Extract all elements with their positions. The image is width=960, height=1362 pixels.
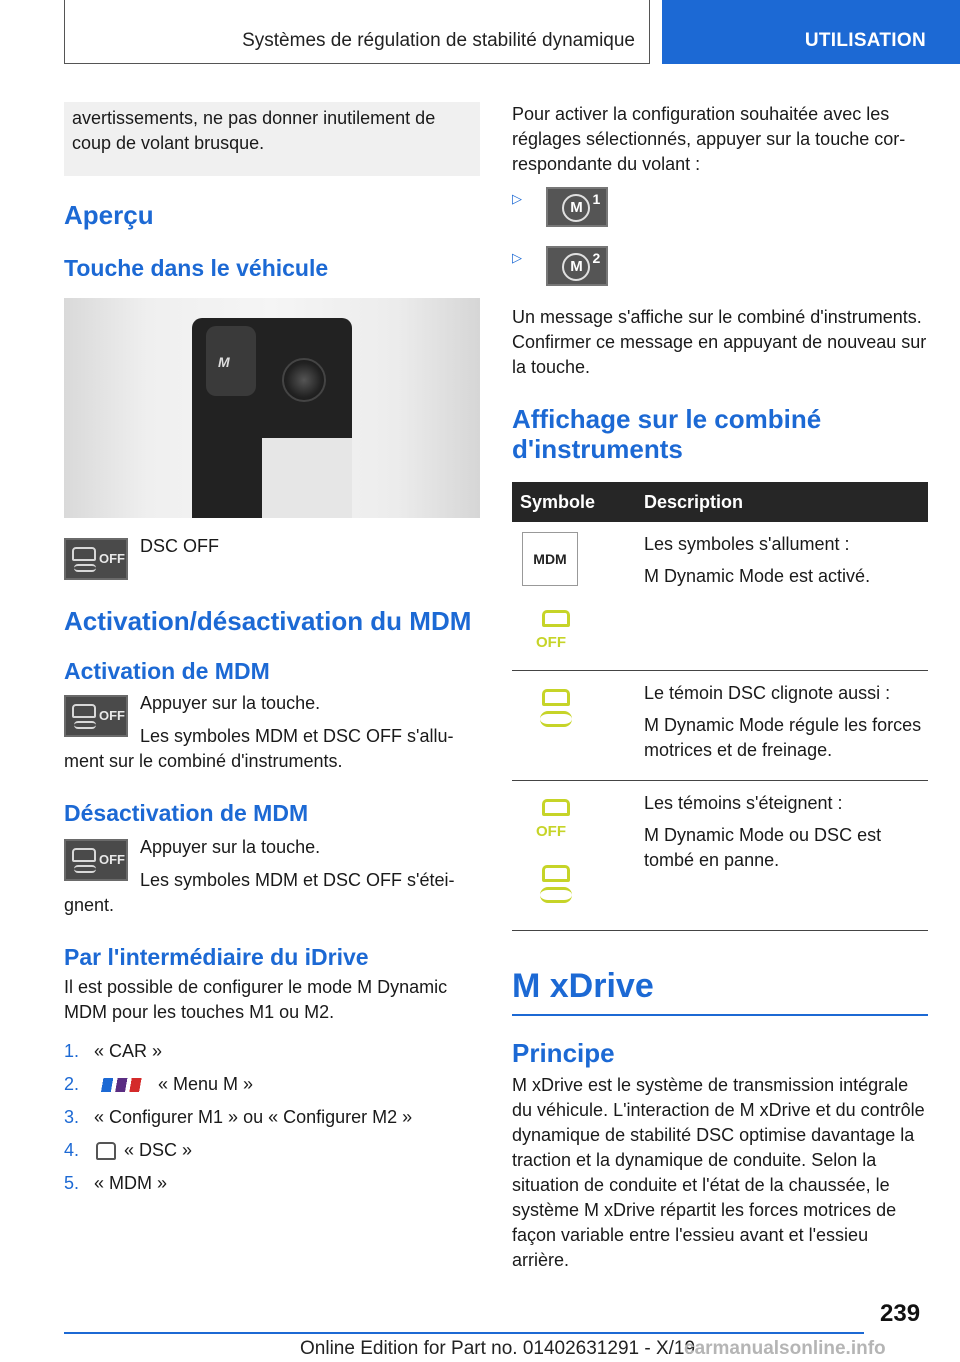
dsc-off-icon: [64, 839, 128, 881]
m1-row: [512, 187, 928, 232]
m2-letter: M: [562, 253, 590, 281]
m-menu-icon: [98, 1078, 150, 1092]
symbol-table: [512, 482, 928, 931]
heading-desactivation: Désactivation de MDM: [64, 800, 309, 826]
table-row: [512, 522, 928, 670]
activation-step-2: Les symboles MDM et DSC OFF s'allument sur le combiné d'instruments.: [64, 726, 454, 771]
heading-idrive: Par l'intermédiaire du iDrive: [64, 944, 369, 970]
m2-button-icon: [546, 246, 608, 286]
off-icon-text: OFF: [536, 634, 566, 651]
idrive-knob: [282, 358, 326, 402]
symbol-cell: [512, 780, 636, 930]
dsc-off-icon: [64, 538, 128, 580]
heading-activation-mdm: Activation de MDM: [64, 658, 270, 684]
heading-apercu: Aperçu: [64, 200, 154, 230]
row3-line2: M Dynamic Mode ou DSC est tombé en panne.: [644, 824, 882, 870]
list-item: [64, 1039, 480, 1064]
right-column: [512, 102, 928, 1273]
description-cell: [636, 780, 928, 930]
row2-line2: M Dynamic Mode régule les forces motrices et de freinage.: [644, 714, 922, 760]
intro-text: Pour activer la configuration souhaitée avec les réglages sélectionnés, appuyer sur la touche correspondante du volant :: [512, 104, 906, 174]
desactivation-step-1: Appuyer sur la touche.: [140, 837, 321, 857]
desactivation-block: [64, 835, 480, 918]
step-text: « Configurer M1 » ou « Configurer M2 »: [94, 1107, 413, 1127]
step-text: « DSC »: [124, 1140, 193, 1160]
dsc-off-row: [64, 534, 480, 580]
step-text: « Menu M »: [158, 1074, 254, 1094]
off-icon-text: OFF: [536, 822, 566, 840]
left-column: [64, 102, 480, 1204]
dsc-warning-icon: [536, 863, 578, 907]
dsc-off-label: DSC OFF: [140, 536, 219, 556]
col-description: Description: [636, 482, 928, 522]
page-number: 239: [880, 1300, 921, 1327]
table-row: [512, 670, 928, 780]
m1-button-icon: [546, 187, 608, 227]
step-number: 2.: [64, 1074, 80, 1094]
icon-off-text: OFF: [99, 551, 125, 566]
section-tab[interactable]: [662, 0, 960, 64]
triangle-bullet-icon: ▷: [512, 191, 522, 206]
list-item: [64, 1105, 480, 1130]
heading-activation: Activation/désactivation du MDM: [64, 606, 472, 636]
heading-touche: Touche dans le véhicule: [64, 255, 329, 281]
m2-row: [512, 246, 928, 291]
dsc-off-warning-icon: [536, 608, 578, 652]
m2-number: 2: [592, 250, 601, 266]
symbol-cell: [512, 670, 636, 780]
message-text: Un message s'affiche sur le combiné d'instruments. Confirmer ce message en appuyant de nouveau sur la touche.: [512, 307, 927, 377]
symbol-cell: [512, 522, 636, 670]
triangle-bullet-icon: ▷: [512, 250, 522, 265]
list-item: [64, 1072, 480, 1097]
icon-off-text: OFF: [99, 708, 125, 723]
console-panel: [262, 438, 352, 518]
footer-divider: [64, 1332, 864, 1334]
heading-principe: Principe: [512, 1037, 615, 1068]
description-cell: [636, 670, 928, 780]
section-tab-label: UTILISATION: [804, 30, 926, 51]
console-photo: [64, 298, 480, 518]
desactivation-step-2: Les symboles MDM et DSC OFF s'éteignent.: [64, 870, 455, 915]
idrive-text: Il est possible de configurer le mode M Dynamic MDM pour les touches M1 ou M2.: [64, 977, 448, 1022]
col-symbole: Symbole: [512, 482, 636, 522]
activation-block: [64, 691, 480, 774]
gear-logo: M: [218, 354, 230, 370]
row1-line2: M Dynamic Mode est activé.: [644, 566, 871, 586]
idrive-steps: [64, 1039, 480, 1196]
mdm-icon: MDM: [522, 532, 578, 586]
heading-xdrive: M xDrive: [512, 967, 928, 1016]
chapter-title: Systèmes de régulation de stabilité dynamique: [242, 30, 635, 51]
dsc-warning-icon: [536, 687, 578, 731]
step-number: 4.: [64, 1140, 80, 1160]
step-text: « CAR »: [94, 1041, 163, 1061]
header-box: [64, 0, 650, 64]
watermark: carmanualsonline.info: [684, 1338, 886, 1359]
dsc-off-icon: [64, 695, 128, 737]
icon-off-text: OFF: [99, 852, 125, 867]
center-console: [192, 318, 352, 518]
row2-line1: Le témoin DSC clignote aussi :: [644, 682, 891, 703]
step-number: 3.: [64, 1107, 80, 1127]
step-number: 5.: [64, 1173, 80, 1193]
row3-line1: Les témoins s'éteignent :: [644, 792, 843, 813]
gear-selector: [206, 326, 256, 396]
activation-step-1: Appuyer sur la touche.: [140, 693, 321, 713]
m1-number: 1: [592, 191, 601, 207]
list-item: [64, 1138, 480, 1163]
warning-box: avertissements, ne pas donner inutilement de coup de volant brusque.: [64, 102, 480, 176]
table-row: [512, 780, 928, 930]
edition-text: Online Edition for Part no. 01402631291 - X/19: [300, 1338, 696, 1359]
description-cell: [636, 522, 928, 670]
row1-line1: Les symboles s'allument :: [644, 534, 850, 554]
dsc-off-warning-icon: [536, 797, 578, 841]
principe-text: M xDrive est le système de transmission intégrale du véhicule. L'interaction de M xDrive et du contrôle dynamique de stabilité DSC optimise davantage la traction et la dynamique de conduite. Selon la situation de conduite et l'état de la chaussée, le système M xDrive répartit les forces motrices de façon variable entre l'essieu avant et l'essieu arrière.: [512, 1074, 925, 1270]
step-number: 1.: [64, 1041, 80, 1061]
dsc-car-icon: [96, 1142, 116, 1160]
step-text: « MDM »: [94, 1173, 168, 1193]
list-item: [64, 1171, 480, 1196]
heading-affichage: Affichage sur le combiné d'instruments: [512, 404, 822, 464]
m1-letter: M: [562, 194, 590, 222]
